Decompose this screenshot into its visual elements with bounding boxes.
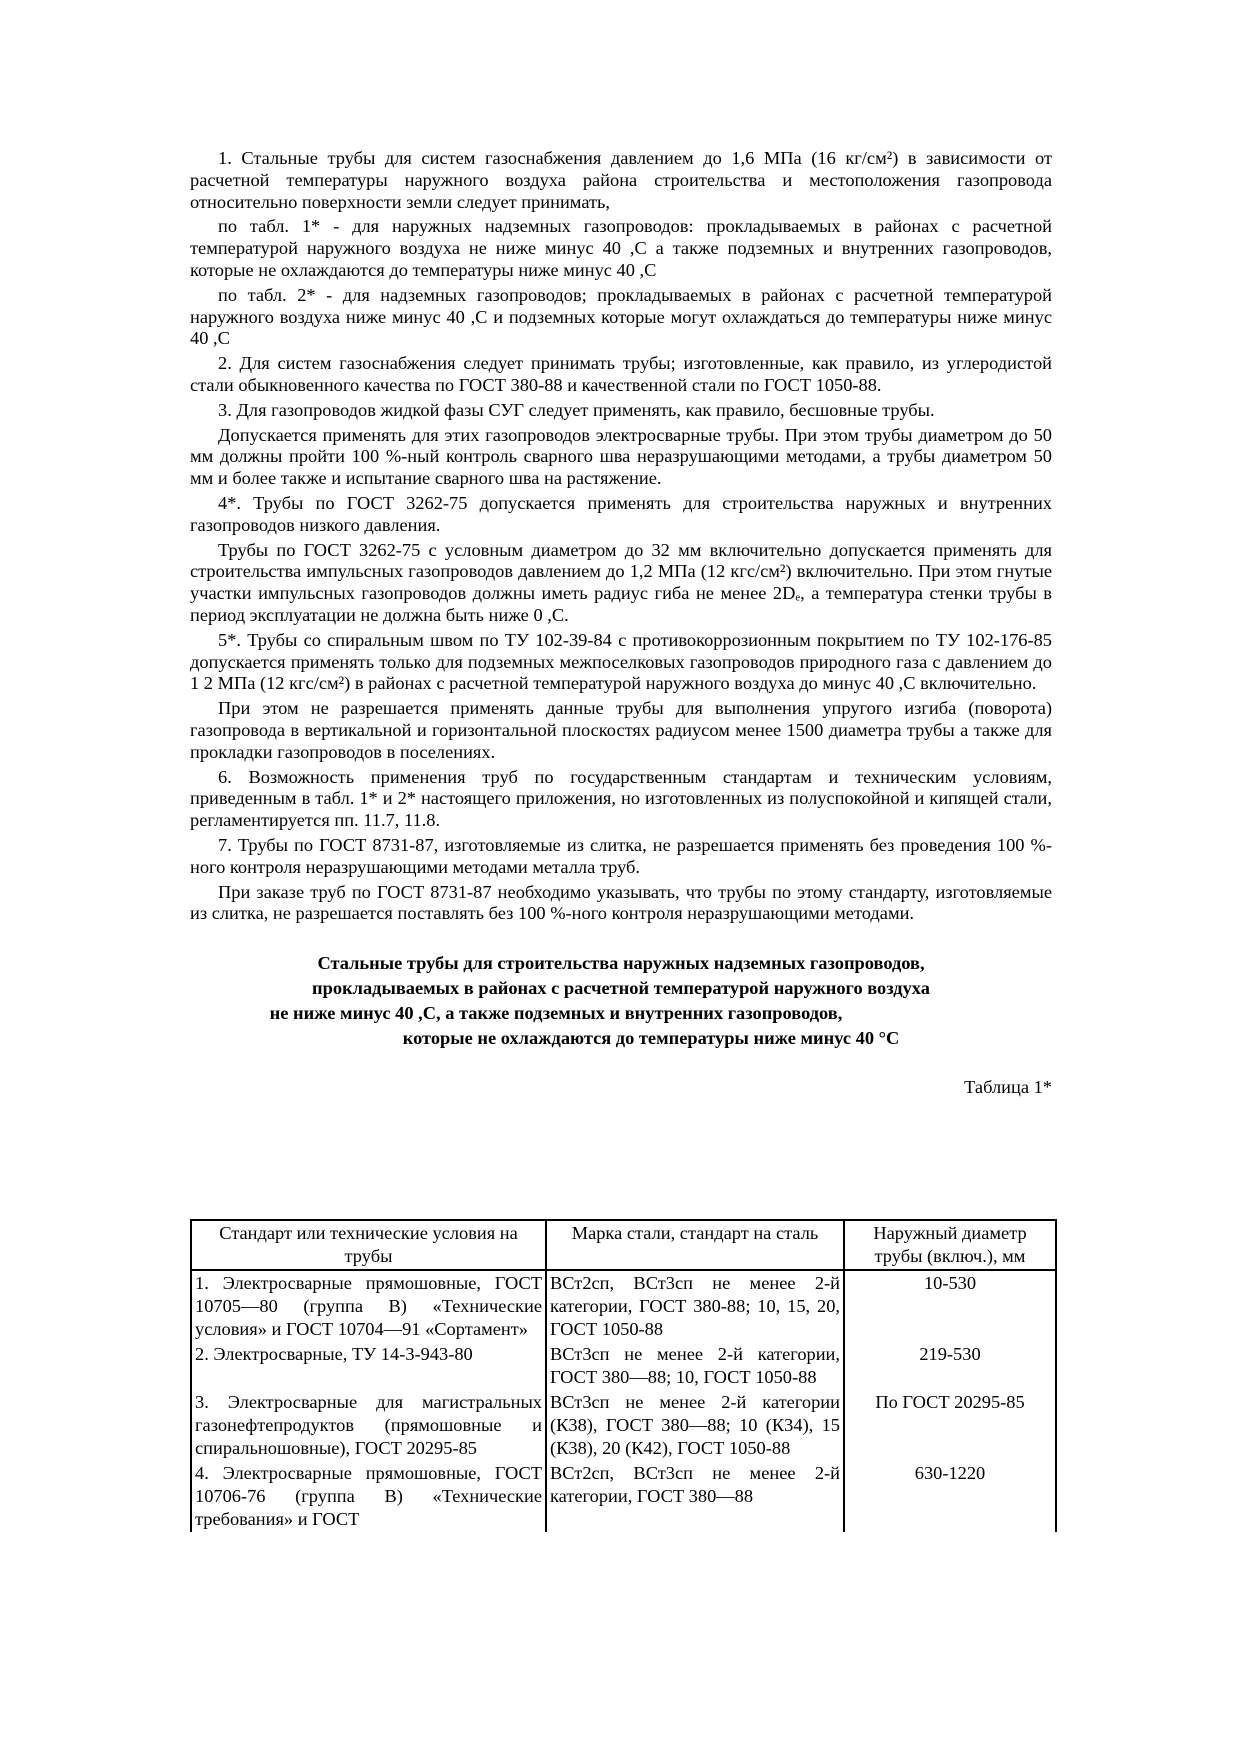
table-heading: [190, 951, 1052, 1051]
cell-standard: 4. Электросварные прямошовные, ГОСТ 10706-76 (группа В) «Технические требования» и ГОСТ: [191, 1461, 546, 1532]
paragraph-12: 7. Трубы по ГОСТ 8731-87, изготовляемые из слитка, не разрешается применять без проведения 100 %-ного контроля неразрушающими методами металла труб.: [190, 834, 1052, 877]
cell-steel: ВСт3сп не менее 2-й категории (К38), ГОСТ 380—88; 10 (К34), 15 (К38), 20 (К42), ГОСТ 1050-88: [546, 1390, 844, 1461]
paragraph-13: При заказе труб по ГОСТ 8731-87 необходимо указывать, что трубы по этому стандарту, изготовляемые из слитка, не разрешается поставлять без 100 %-ного контроля неразрушающими методами.: [190, 881, 1052, 924]
cell-steel: ВСт2сп, ВСт3сп не менее 2-й категории, ГОСТ 380—88: [546, 1461, 844, 1532]
pipes-table: [190, 1219, 1057, 1532]
table-row: [191, 1270, 1056, 1342]
cell-diameter: 219-530: [844, 1342, 1056, 1390]
table-header-row: [191, 1220, 1056, 1270]
paragraph-6: Допускается применять для этих газопроводов электросварные трубы. При этом трубы диаметром до 50 мм должны пройти 100 %-ный контроль сварного шва неразрушающими методами, а трубы диаметром 50 мм и более также и испытание сварного шва на растяжение.: [190, 424, 1052, 489]
paragraph-2: по табл. 1* - для наружных надземных газопроводов: прокладываемых в районах с расчетной температурой наружного воздуха не ниже минус 40 ,С а также подземных и внутренних газопроводов, которые не охлаждаются до температуры ниже минус 40 ,С: [190, 216, 1052, 280]
paragraph-11: 6. Возможность применения труб по государственным стандартам и техническим условиям, приведенным в табл. 1* и 2* настоящего приложения, но изготовленных из полуспокойной и кипящей стали, регламентируется пп. 11.7, 11.8.: [190, 766, 1052, 831]
paragraph-5: 3. Для газопроводов жидкой фазы СУГ следует применять, как правило, бесшовные трубы.: [218, 399, 935, 420]
cell-standard: 2. Электросварные, ТУ 14-3-943-80: [191, 1342, 546, 1390]
table-row: [191, 1461, 1056, 1532]
table-number-label: Таблица 1*: [964, 1077, 1052, 1098]
paragraph-8: Трубы по ГОСТ 3262-75 с условным диаметром до 32 мм включительно допускается применять для строительства импульсных газопроводов давлением до 1,2 МПа (12 кгс/см²) включительно. При этом гнутые участки импульсных газопроводов должны иметь радиус гиба не менее 2Dₑ, а температура стенки трубы в период эксплуатации не должна быть ниже 0 ,С.: [190, 539, 1052, 625]
header-outer-diameter: Наружный диаметр трубы (включ.), мм: [844, 1220, 1056, 1270]
cell-steel: ВСт2сп, ВСт3сп не менее 2-й категории, ГОСТ 380-88; 10, 15, 20, ГОСТ 1050-88: [546, 1270, 844, 1342]
cell-diameter: По ГОСТ 20295-85: [844, 1390, 1056, 1461]
document-body: [190, 148, 1052, 1098]
heading-line-2: прокладываемых в районах с расчетной температурой наружного воздуха: [312, 978, 930, 999]
cell-standard: 3. Электросварные для магистральных газонефтепродуктов (прямошовные и спиральношовные), ГОСТ 20295-85: [191, 1390, 546, 1461]
table-row: [191, 1390, 1056, 1461]
paragraph-3: по табл. 2* - для надземных газопроводов; прокладываемых в районах с расчетной температурой наружного воздуха ниже минус 40 ,С и подземных которые могут охлаждаться до температуры ниже минус 40 ,С: [190, 284, 1052, 349]
page-bottom-margin: [0, 1585, 1240, 1755]
paragraph-7: 4*. Трубы по ГОСТ 3262-75 допускается применять для строительства наружных и внутренних газопроводов низкого давления.: [190, 492, 1052, 535]
paragraph-10: При этом не разрешается применять данные трубы для выполнения упругого изгиба (поворота) газопровода в вертикальной и горизонтальной плоскостях радиусом менее 1500 диаметра трубы а также для прокладки газопроводов в поселениях.: [190, 698, 1052, 762]
paragraph-9: 5*. Трубы со спиральным швом по ТУ 102-39-84 с противокоррозионным покрытием по ТУ 102-176-85 допускается применять только для подземных межпоселковых газопроводов природного газа с давлением до 1 2 МПа (12 кгс/см²) в районах с расчетной температурой наружного воздуха до минус 40 ,С включительно.: [190, 629, 1052, 694]
header-steel-grade: Марка стали, стандарт на сталь: [546, 1220, 844, 1270]
paragraph-1: 1. Стальные трубы для систем газоснабжения давлением до 1,6 МПа (16 кг/см²) в зависимости от расчетной температуры наружного воздуха района строительства и местоположения газопровода относительно поверхности земли следует принимать,: [190, 148, 1052, 212]
heading-line-1: Стальные трубы для строительства наружных надземных газопроводов,: [317, 953, 925, 974]
cell-diameter: 630-1220: [844, 1461, 1056, 1532]
cell-standard: 1. Электросварные прямошовные, ГОСТ 10705—80 (группа В) «Технические условия» и ГОСТ 10704—91 «Сортамент»: [191, 1270, 546, 1342]
heading-line-4: которые не охлаждаются до температуры ниже минус 40 °С: [402, 1028, 900, 1049]
table-row: [191, 1342, 1056, 1390]
cell-steel: ВСт3сп не менее 2-й категории, ГОСТ 380—88; 10, ГОСТ 1050-88: [546, 1342, 844, 1390]
paragraph-4: 2. Для систем газоснабжения следует принимать трубы; изготовленные, как правило, из углеродистой стали обыкновенного качества по ГОСТ 380-88 и качественной стали по ГОСТ 1050-88.: [190, 353, 1052, 395]
cell-diameter: 10-530: [844, 1270, 1056, 1342]
heading-line-3: не ниже минус 40 ,С, а также подземных и внутренних газопроводов,: [269, 1003, 843, 1024]
header-standard: Стандарт или технические условия на трубы: [191, 1220, 546, 1270]
